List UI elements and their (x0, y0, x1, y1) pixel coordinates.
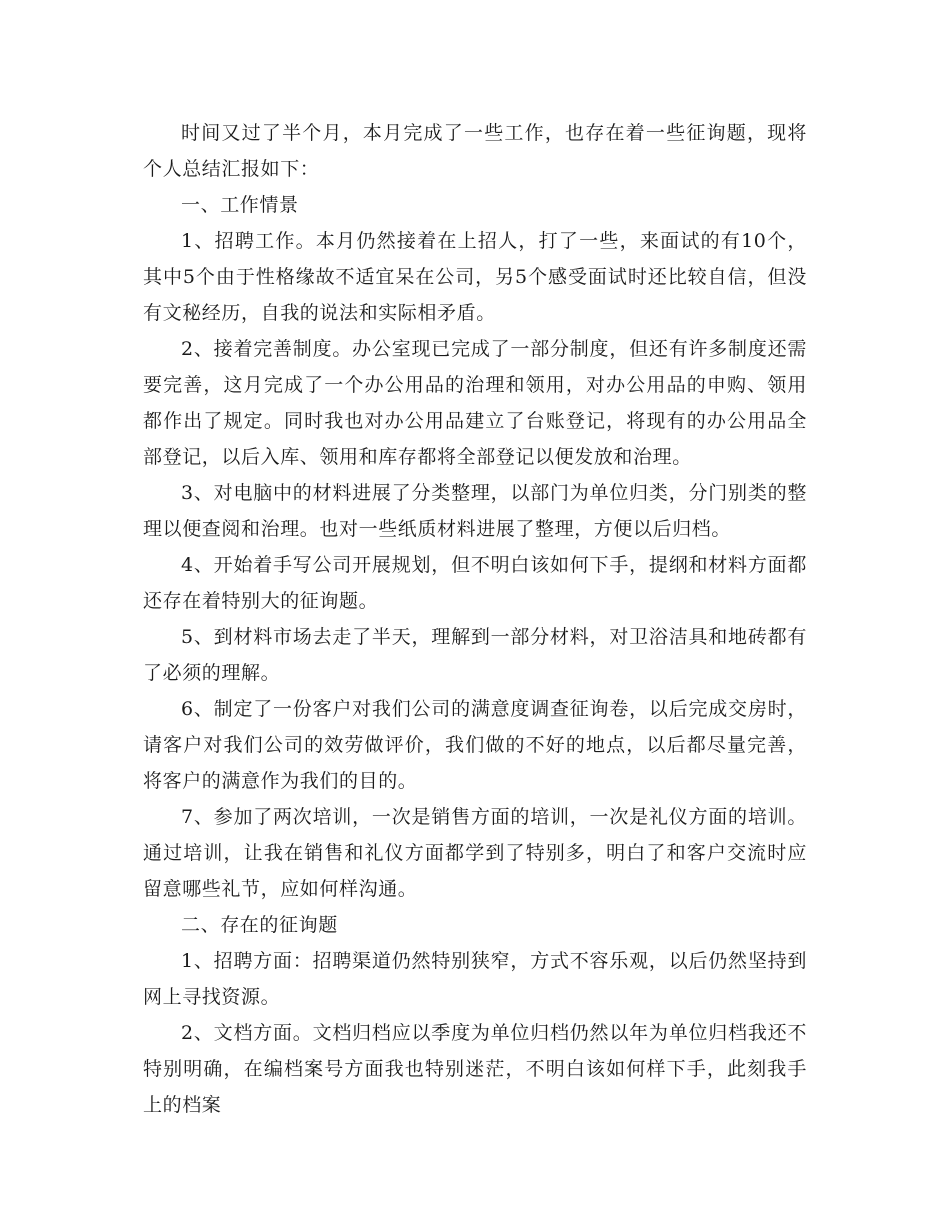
section-heading-problems: 二、存在的征询题 (181, 914, 338, 936)
intro-paragraph: 时间又过了半个月，本月完成了一些工作，也存在着一些征询题，现将个人总结汇报如下： (143, 122, 807, 180)
work-item-materials-sorting: 3、对电脑中的材料进展了分类整理，以部门为单位归类，分门别类的整理以便查阅和治理。也对一些纸质材料进展了整理，方便以后归档。 (143, 482, 807, 540)
problem-item-documents: 2、文档方面。文档归档应以季度为单位归档仍然以年为单位归档我还不特别明确，在编档案号方面我也特别迷茫，不明白该如何样下手，此刻我手上的档案 (143, 1022, 807, 1116)
section-heading-work-situation: 一、工作情景 (181, 194, 299, 216)
work-item-survey: 6、制定了一份客户对我们公司的满意度调查征询卷，以后完成交房时，请客户对我们公司的效劳做评价，我们做的不好的地点，以后都尽量完善，将客户的满意作为我们的目的。 (143, 698, 807, 792)
work-item-development-plan: 4、开始着手写公司开展规划，但不明白该如何下手，提纲和材料方面都还存在着特别大的征询题。 (143, 554, 807, 612)
document-body (143, 115, 807, 1123)
work-item-rules: 2、接着完善制度。办公室现已完成了一部分制度，但还有许多制度还需要完善，这月完成了一个办公用品的治理和领用，对办公用品的申购、领用都作出了规定。同时我也对办公用品建立了台账登记，将现有的办公用品全部登记，以后入库、领用和库存都将全部登记以便发放和治理。 (143, 338, 807, 468)
work-item-training: 7、参加了两次培训，一次是销售方面的培训，一次是礼仪方面的培训。通过培训，让我在销售和礼仪方面都学到了特别多，明白了和客户交流时应留意哪些礼节，应如何样沟通。 (143, 806, 807, 900)
work-item-market-visit: 5、到材料市场去走了半天，理解到一部分材料，对卫浴洁具和地砖都有了必须的理解。 (143, 626, 807, 684)
work-item-recruitment: 1、招聘工作。本月仍然接着在上招人，打了一些，来面试的有10个，其中5个由于性格缘故不适宜呆在公司，另5个感受面试时还比较自信，但没有文秘经历，自我的说法和实际相矛盾。 (143, 230, 807, 324)
problem-item-recruitment: 1、招聘方面：招聘渠道仍然特别狭窄，方式不容乐观，以后仍然坚持到网上寻找资源。 (143, 950, 807, 1008)
